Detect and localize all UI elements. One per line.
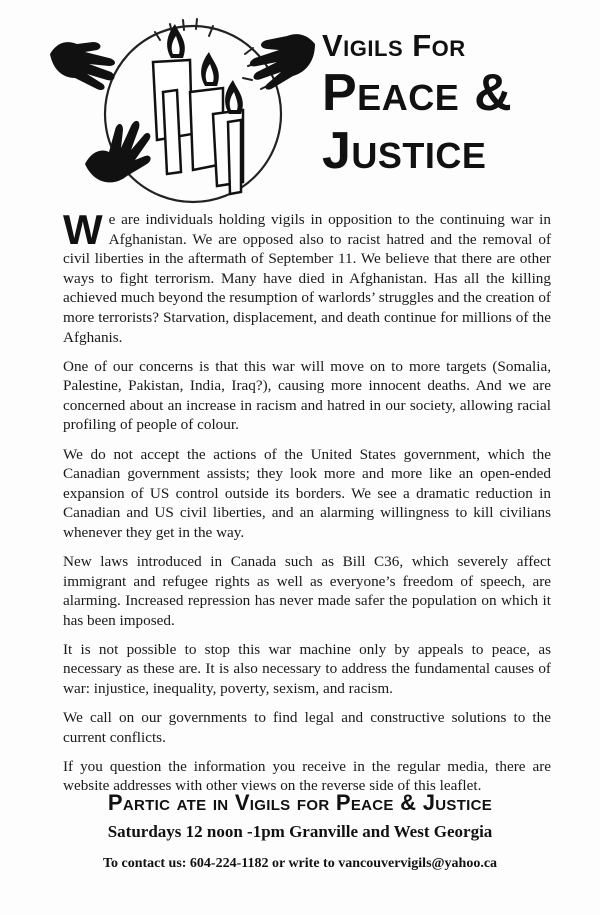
title-line-3: Justice xyxy=(322,122,487,180)
paragraph-1-text: e are individuals holding vigils in opposition to the continuing war in Afghanistan. We are opposed also to racist hatred and the removal of civil liberties in the aftermath of September 11. We believe that there are other ways to fight terrorism. Many have died in Afghanistan. Has all the killing achieved much beyond the resumption of warlords’ struggles and the creation of more terrorists? Starvation, displacement, and death continue for millions of the Afghanis. xyxy=(63,211,551,346)
candles-hands-logo xyxy=(45,14,320,209)
title-line-1: Vigils For xyxy=(322,28,466,63)
paragraph-6: We call on our governments to find legal and constructive solutions to the current conflicts. xyxy=(63,709,551,746)
vigil-schedule: Saturdays 12 noon -1pm Granville and West Georgia xyxy=(107,822,493,841)
paragraph-2: One of our concerns is that this war will move on to more targets (Somalia, Palestine, Pakistan, India, Iraq?), causing more innocent deaths. And we are concerned about an increase in racism and hatred in our society, allowing racial profiling of people of colour. xyxy=(63,357,551,434)
paragraph-5: It is not possible to stop this war machine only by appeals to peace, as necessary as these are. It is also necessary to address the fundamental causes of war: injustice, inequality, poverty, sexism, and racism. xyxy=(63,640,551,698)
paragraph-7: If you question the information you receive in the regular media, there are website addresses with other views on the reverse side of this leaflet. xyxy=(63,757,551,795)
drop-cap: W xyxy=(63,206,103,253)
paragraph-4: New laws introduced in Canada such as Bill C36, which severely affect immigrant and refugee rights as well as everyone’s freedom of speech, are alarming. Increased repression has never made safer the population on which it has been imposed. xyxy=(63,553,551,629)
leaflet-title xyxy=(322,28,592,180)
paragraph-3: We do not accept the actions of the United States government, which the Canadian government assists; they look more and more like an open-ended expansion of US control outside its borders. We see a dramatic reduction in Canadian and US civil liberties, and an alarming willingness to kill civilians whenever they get in the way. xyxy=(63,445,551,541)
paragraph-1 xyxy=(63,206,551,347)
call-to-action: Partic ate in Vigils for Peace & Justice xyxy=(107,790,493,815)
title-line-2: Peace & xyxy=(322,64,513,122)
candle-icon xyxy=(153,60,243,194)
leaflet-body xyxy=(63,206,551,806)
contact-info: To contact us: 604-224-1182 or write to vancouvervigils@yahoo.ca xyxy=(102,856,498,871)
